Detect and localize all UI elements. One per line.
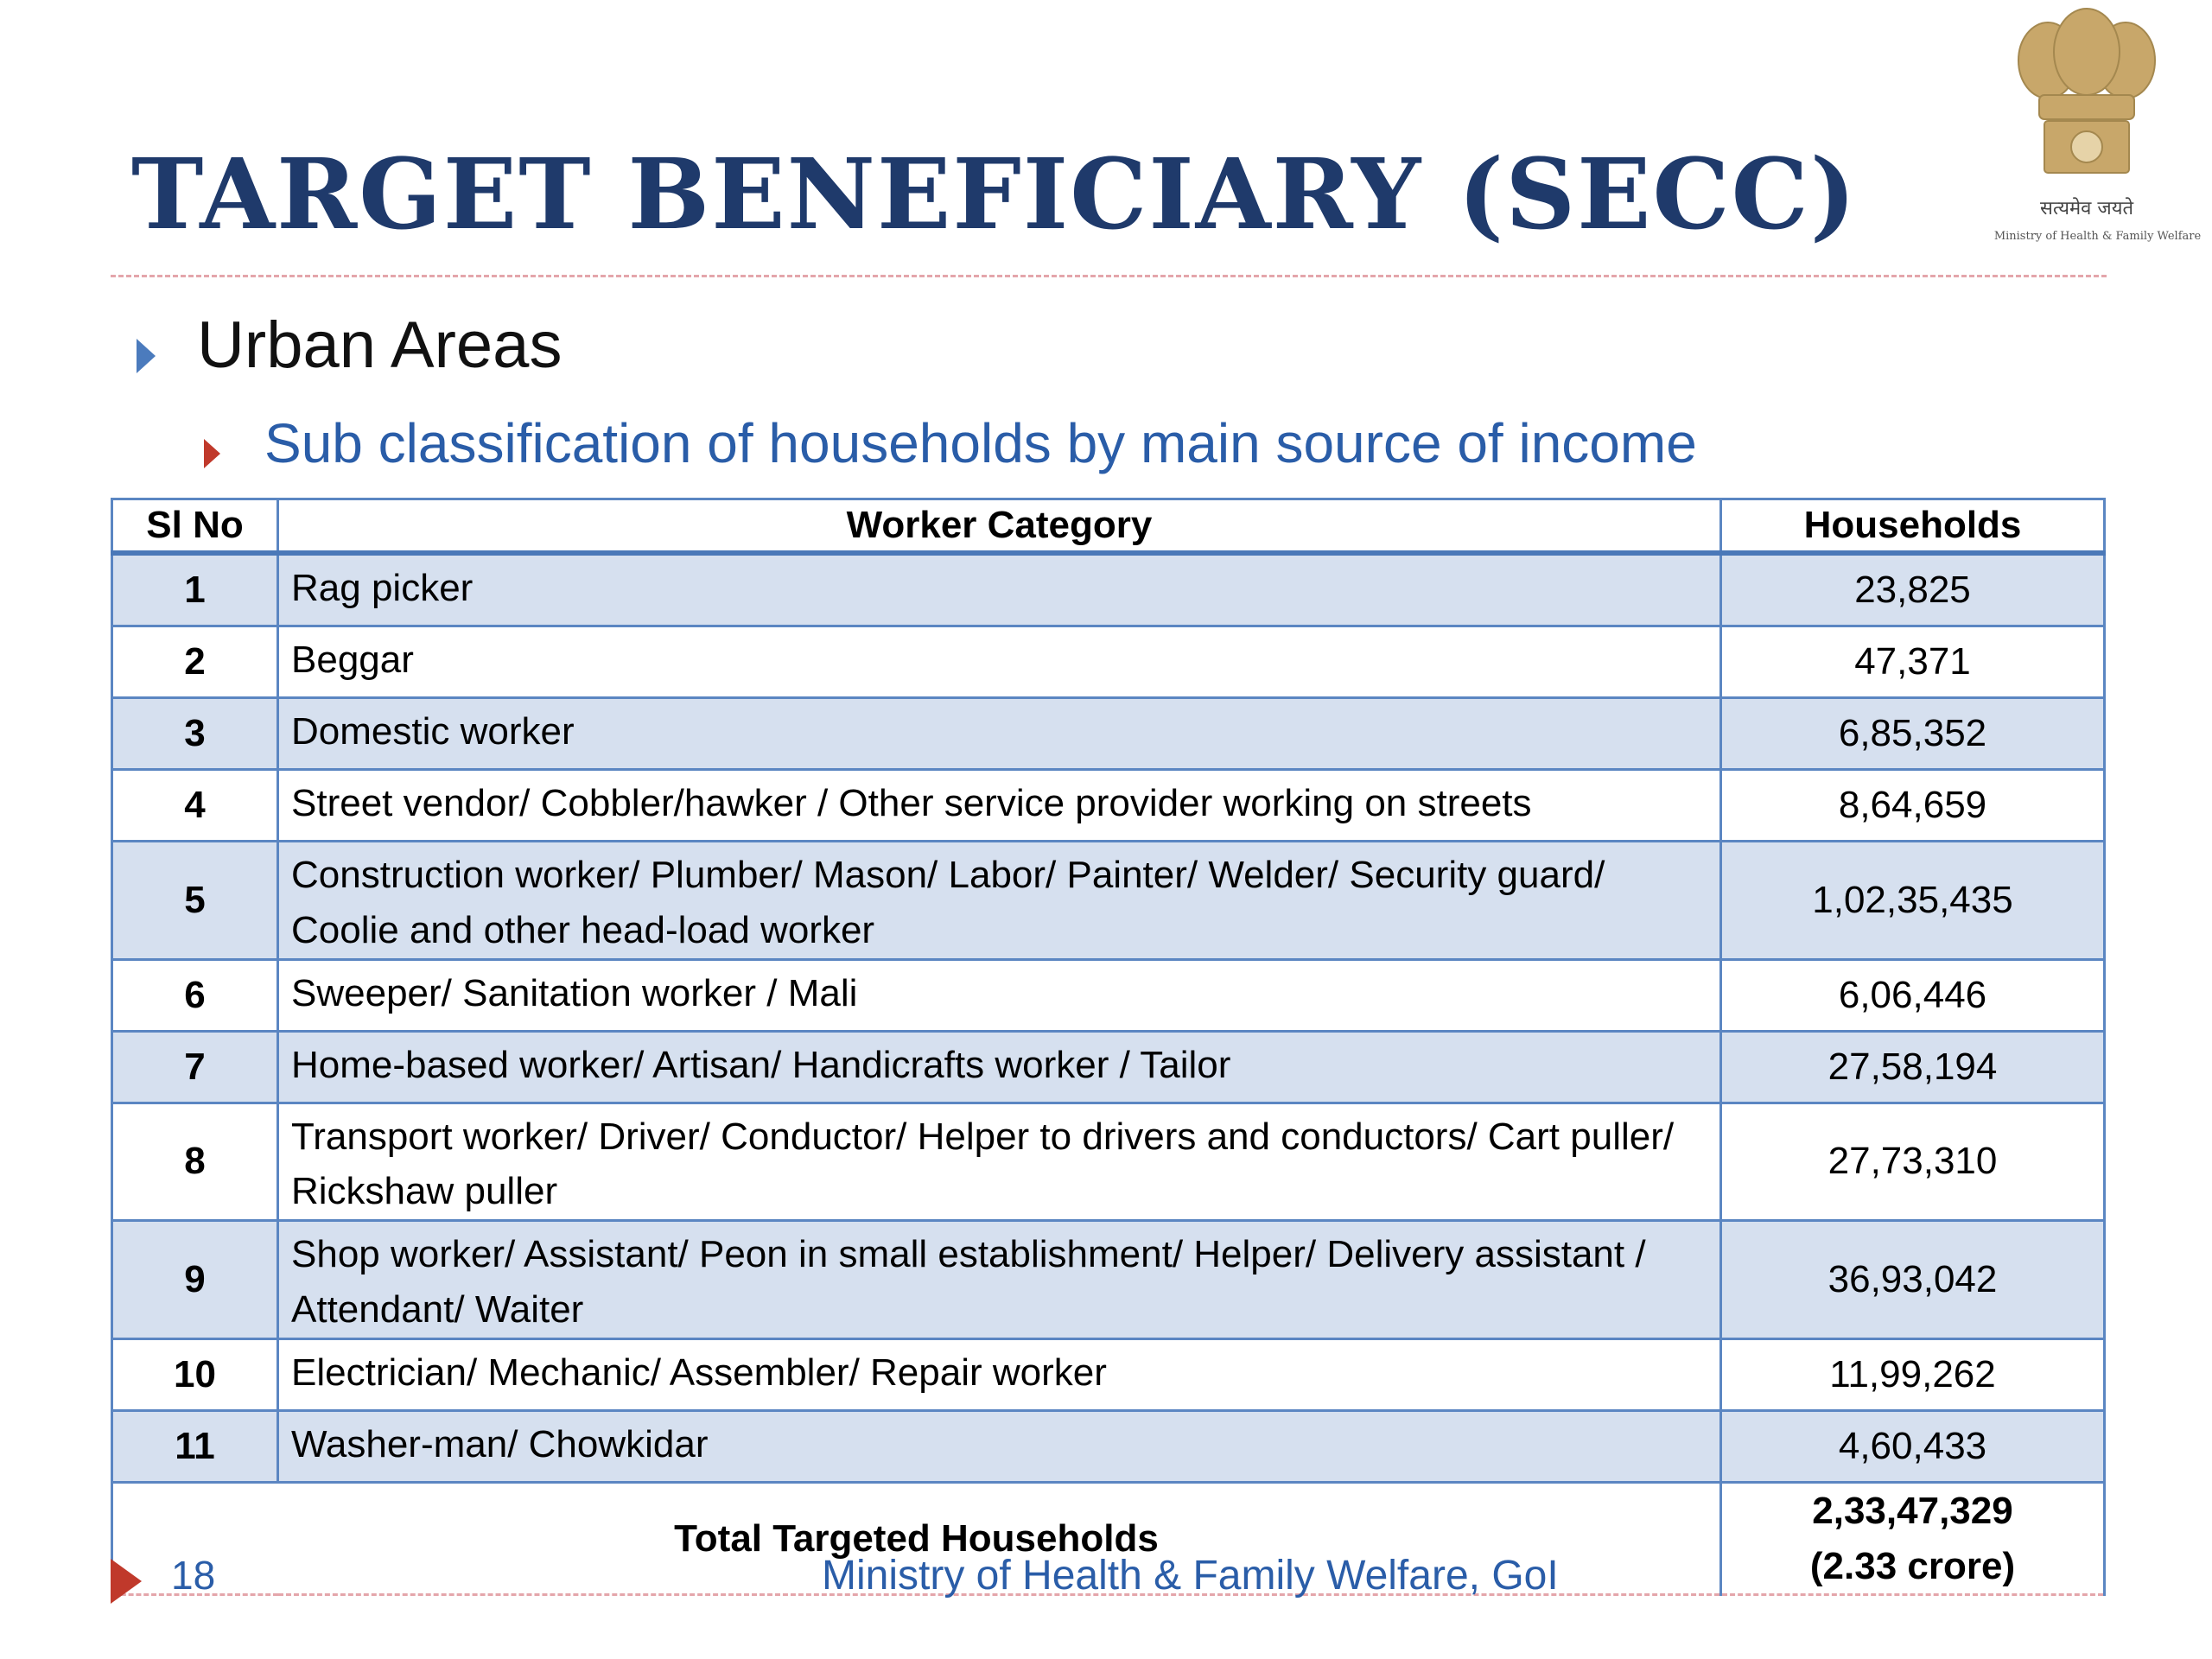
table-row	[112, 842, 2105, 960]
sl-no-cell: 9	[112, 1221, 278, 1339]
sl-no-cell: 10	[112, 1338, 278, 1410]
column-header-worker-category: Worker Category	[278, 499, 1721, 554]
sl-no-cell: 5	[112, 842, 278, 960]
category-cell: Sweeper/ Sanitation worker / Mali	[278, 959, 1721, 1031]
households-cell: 27,73,310	[1721, 1103, 2105, 1221]
households-cell: 8,64,659	[1721, 770, 2105, 842]
households-cell: 6,06,446	[1721, 959, 2105, 1031]
sl-no-cell: 3	[112, 698, 278, 770]
table-row	[112, 959, 2105, 1031]
sl-no-cell: 8	[112, 1103, 278, 1221]
sl-no-cell: 1	[112, 553, 278, 626]
total-crore: (2.33 crore)	[1809, 1544, 2016, 1587]
category-cell: Beggar	[278, 626, 1721, 698]
national-emblem-icon	[1987, 0, 2186, 225]
section-heading: Urban Areas	[197, 308, 563, 382]
category-cell: Domestic worker	[278, 698, 1721, 770]
category-cell: Rag picker	[278, 553, 1721, 626]
sl-no-cell: 4	[112, 770, 278, 842]
households-cell: 1,02,35,435	[1721, 842, 2105, 960]
table-row	[112, 1410, 2105, 1482]
category-cell: Construction worker/ Plumber/ Mason/ Labor/ Painter/ Welder/ Security guard/ Coolie and other head-load worker	[278, 842, 1721, 960]
footer-arrow-icon	[111, 1559, 142, 1604]
sub-bullet-arrow-icon	[204, 439, 220, 468]
sl-no-cell: 11	[112, 1410, 278, 1482]
table-row	[112, 698, 2105, 770]
bullet-arrow-icon	[137, 339, 156, 373]
households-table	[111, 498, 2106, 1596]
table-row	[112, 626, 2105, 698]
table-row	[112, 1031, 2105, 1103]
total-label: Total Targeted Households	[112, 1482, 1721, 1595]
households-cell: 6,85,352	[1721, 698, 2105, 770]
section-subheading: Sub classification of households by main source of income	[264, 412, 1697, 474]
category-cell: Washer-man/ Chowkidar	[278, 1410, 1721, 1482]
table-row	[112, 1221, 2105, 1339]
column-header-sl-no: Sl No	[112, 499, 278, 554]
households-cell: 23,825	[1721, 553, 2105, 626]
slide-title: TARGET BENEFICIARY (SECC)	[131, 138, 1858, 251]
table-row	[112, 770, 2105, 842]
table-row	[112, 1103, 2105, 1221]
emblem-motto: सत्यमेव जयते	[2039, 198, 2134, 219]
category-cell: Shop worker/ Assistant/ Peon in small establishment/ Helper/ Delivery assistant / Attendant/ Waiter	[278, 1221, 1721, 1339]
category-cell: Electrician/ Mechanic/ Assembler/ Repair worker	[278, 1338, 1721, 1410]
category-cell: Home-based worker/ Artisan/ Handicrafts worker / Tailor	[278, 1031, 1721, 1103]
table-row	[112, 553, 2105, 626]
category-cell: Street vendor/ Cobbler/hawker / Other service provider working on streets	[278, 770, 1721, 842]
table-row	[112, 1338, 2105, 1410]
households-cell: 11,99,262	[1721, 1338, 2105, 1410]
total-value: 2,33,47,329	[1812, 1489, 2013, 1532]
sl-no-cell: 7	[112, 1031, 278, 1103]
title-divider	[111, 275, 2107, 277]
sl-no-cell: 6	[112, 959, 278, 1031]
households-cell: 47,371	[1721, 626, 2105, 698]
households-cell: 36,93,042	[1721, 1221, 2105, 1339]
households-cell: 27,58,194	[1721, 1031, 2105, 1103]
page-number: 18	[171, 1553, 216, 1598]
households-cell: 4,60,433	[1721, 1410, 2105, 1482]
emblem-ministry-label: Ministry of Health & Family Welfare	[1993, 230, 2202, 243]
total-value-cell	[1721, 1482, 2105, 1595]
sl-no-cell: 2	[112, 626, 278, 698]
column-header-households: Households	[1721, 499, 2105, 554]
footer-ministry: Ministry of Health & Family Welfare, GoI	[822, 1553, 1559, 1599]
category-cell: Transport worker/ Driver/ Conductor/ Helper to drivers and conductors/ Cart puller/ Rickshaw puller	[278, 1103, 1721, 1221]
